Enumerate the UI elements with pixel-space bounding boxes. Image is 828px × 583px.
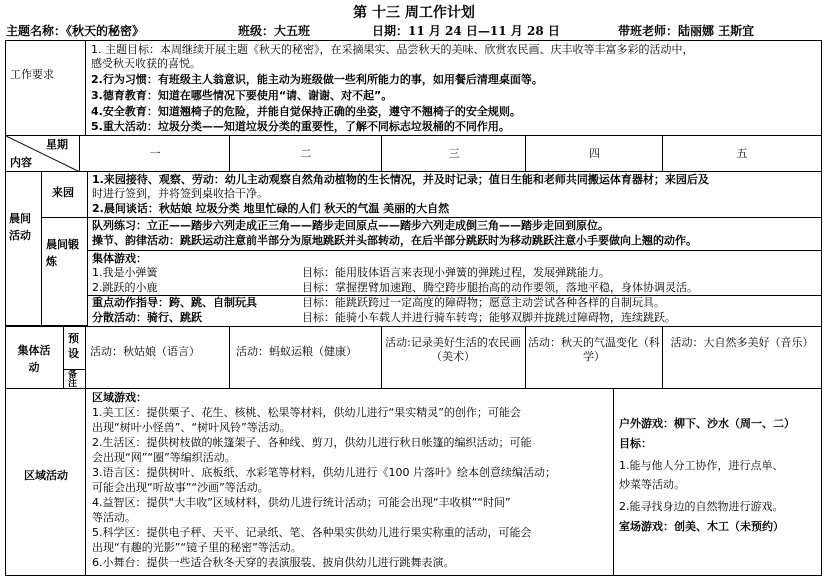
group-activity-tue: 活动：蚂蚁运粮（健康） xyxy=(230,327,382,389)
req-line: 1. 主题目标：本周继续开展主题《秋天的秘密》，在采摘果实、品尝秋天的美味、欣赏农民画、庆丰收等丰富多彩的活动中， xyxy=(91,43,694,56)
area-line: 出现“有趣的光影”“镜子里的秘密”等活动。 xyxy=(92,541,302,554)
diagonal-header xyxy=(6,136,80,172)
teachers: 带班老师：陆丽娜 王斯宜 xyxy=(618,24,755,38)
group-activity-thu: 活动：秋天的气温变化（科学） xyxy=(526,327,663,389)
area-title: 区域游戏： xyxy=(92,391,147,404)
outdoor-content xyxy=(614,389,821,575)
area-line: 会出现“网”“圈”等编织活动。 xyxy=(92,451,236,464)
area-content xyxy=(86,389,614,575)
group-activity-label-cell xyxy=(6,327,64,389)
outdoor-line: 2.能寻找身边的自然物进行游戏。 xyxy=(619,500,784,513)
group-activity-label: 集体活动 xyxy=(17,344,51,374)
key-point-goal: 目标：能跳跃跨过一定高度的障碍物；愿意主动尝试各种各样的自制玩具。 xyxy=(302,296,665,309)
game-goal: 目标：掌握摆臂加速跑、腾空跨步腿抬高的动作要领，落地平稳，身体协调灵活。 xyxy=(302,281,698,294)
exercise-line: 操节、韵律活动：跳跃运动注意前半部分为原地跳跃并头部转动，在后半部分跳跃时为移动跳跃注意小手要做向上翘的动作。 xyxy=(92,234,697,247)
outdoor-line: 炒菜等活动。 xyxy=(619,478,685,491)
group-game-title: 集体游戏： xyxy=(92,252,147,265)
requirements-label-cell xyxy=(6,41,86,136)
outdoor-line: 户外游戏：柳下、沙水（周一、二） xyxy=(619,417,795,430)
req-line: 5.重大活动：垃圾分类——知道垃圾分类的重要性，了解不同标志垃圾桶的不同作用。 xyxy=(91,120,510,133)
game-name: 2.跳跃的小鹿 xyxy=(92,281,158,294)
day-header-fri: 五 xyxy=(663,136,821,172)
day-header-wed: 三 xyxy=(382,136,526,172)
key-point-goal: 目标：能骑小车载人并进行骑车转弯；能够双脚并拢跳过障碍物，连续跳跃。 xyxy=(302,311,676,324)
exercise-label-cell xyxy=(42,218,88,326)
req-line: 2.行为习惯：有班级主人翁意识，能主动为班级做一些利所能力的事，如用餐后清理桌面等。 xyxy=(91,73,543,86)
note-label-cell xyxy=(64,370,86,389)
morning-label: 晨间活动 xyxy=(9,212,31,242)
day-header-thu: 四 xyxy=(526,136,663,172)
row-divider xyxy=(88,250,821,251)
arrival-line: 时进行签到，并将签到桌收拾干净。 xyxy=(92,187,268,200)
req-line: 3.德育教育：知道在哪些情况下要使用“请、谢谢、对不起”。 xyxy=(91,89,393,102)
morning-label-cell xyxy=(6,172,42,326)
group-activity-wed: 活动:记录美好生活的农民画（美术） xyxy=(382,327,526,389)
arrival-line: 1.来园接待、观察、劳动：幼儿主动观察自然角动植物的生长情况，并及时记录；值日生能和老师共同搬运体育器材；来园后及 xyxy=(92,173,709,186)
day-header-tue: 二 xyxy=(230,136,382,172)
preset-label: 预设 xyxy=(68,332,79,360)
key-point-name: 分散活动：骑行、跳跃 xyxy=(92,311,202,324)
area-line: 1.美工区：提供栗子、花生、核桃、松果等材料，供幼儿进行“果实精灵”的创作；可能会 xyxy=(92,406,521,419)
game-name: 1.我是小弹簧 xyxy=(92,266,158,279)
outdoor-line: 室场游戏：创美、木工（未预约） xyxy=(619,520,784,533)
req-line: 感受秋天收获的喜悦。 xyxy=(91,57,201,70)
date-range: 日期：11 月 24 日—11 月 28 日 xyxy=(372,24,560,38)
class-name: 班级：大五班 xyxy=(238,24,311,38)
arrival-label-cell xyxy=(42,172,88,218)
content-label: 内容 xyxy=(10,156,32,169)
req-line: 4.安全教育：知道翘椅子的危险，并能自觉保持正确的坐姿，遵守不翘椅子的安全规则。 xyxy=(91,105,521,118)
area-line: 可能会出现“听故事”“沙画”等活动。 xyxy=(92,481,269,494)
area-label-cell xyxy=(6,389,86,575)
theme-name: 主题名称：《秋天的秘密》 xyxy=(6,24,145,38)
arrival-label: 来园 xyxy=(52,186,74,199)
area-line: 等活动。 xyxy=(92,511,136,524)
group-activity-mon: 活动：秋姑娘（语言） xyxy=(86,327,230,389)
arrival-line: 2.晨间谈话：秋姑娘 垃圾分类 地里忙碌的人们 秋天的气温 美丽的大自然 xyxy=(92,202,450,215)
requirements-label: 工作要求 xyxy=(10,68,54,81)
week-label: 星期 xyxy=(46,138,68,151)
arrival-content xyxy=(88,172,821,218)
page-title: 第 十三 周工作计划 xyxy=(353,5,475,21)
game-goal: 目标：能用肢体语言来表现小弹簧的弹跳过程，发展弹跳能力。 xyxy=(302,266,610,279)
group-activity-fri: 活动：大自然多美好（音乐） xyxy=(663,327,821,389)
area-line: 出现“树叶小怪兽”、“树叶风铃”等活动。 xyxy=(92,421,291,434)
area-line: 2.生活区：提供树枝做的帐篷架子、各种线、剪刀，供幼儿进行秋日帐篷的编织活动；可能 xyxy=(92,436,532,449)
plan-table xyxy=(5,40,822,576)
day-header-mon: 一 xyxy=(80,136,230,172)
outdoor-line: 1.能与他人分工协作，进行点单、 xyxy=(619,459,784,472)
area-line: 3.语言区：提供树叶、底板纸、水彩笔等材料，供幼儿进行《100 片落叶》绘本创意续编活动； xyxy=(92,466,556,479)
exercise-label: 晨间锻炼 xyxy=(46,238,79,268)
outdoor-line: 目标： xyxy=(619,437,652,450)
preset-label-cell xyxy=(64,327,86,370)
area-line: 5.科学区：提供电子秤、天平、记录纸、笔、各种果实供幼儿进行果实称重的活动，可能会 xyxy=(92,526,532,539)
key-point-name: 重点动作指导：跨、跳、自制玩具 xyxy=(92,296,257,309)
note-label: 备注 xyxy=(68,370,78,389)
area-label: 区域活动 xyxy=(24,469,68,482)
exercise-line: 队列练习：立正——踏步六列走成正三角——踏步走回原点——踏步六列走成倒三角——踏步走回到原位。 xyxy=(92,219,609,232)
area-line: 4.益智区：提供“大丰收”区域材料，供幼儿进行统计活动；可能会出现“丰收棋”“时间” xyxy=(92,496,511,509)
requirements-content xyxy=(86,41,821,136)
area-line: 6.小舞台：提供一些适合秋冬天穿的表演服装、披肩供幼儿进行跳舞表演。 xyxy=(92,556,455,569)
